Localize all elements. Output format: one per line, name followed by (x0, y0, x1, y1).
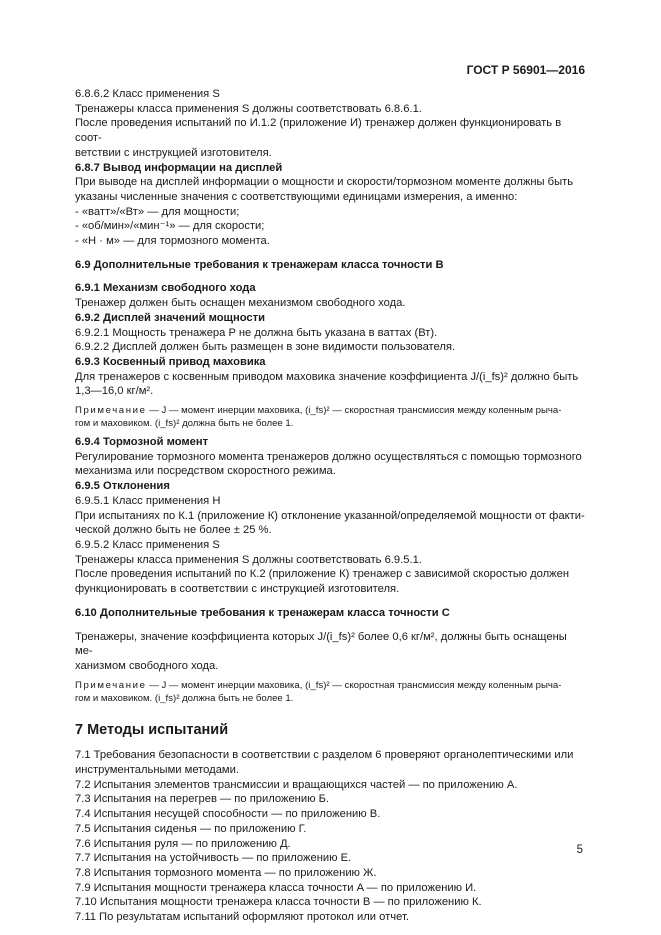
paragraph: При испытаниях по К.1 (приложение К) отклонение указанной/определяемой мощности от факти- (75, 509, 585, 522)
list-item: 7.10 Испытания мощности тренажера класса точности B — по приложению К. (75, 896, 482, 909)
paragraph: 6.9.2.1 Мощность тренажера P не должна быть указана в ваттах (Вт). (75, 326, 438, 339)
section-6-9-1-title: 6.9.1 Механизм свободного хода (75, 282, 256, 295)
paragraph: ческой должно быть не более ± 25 %. (75, 524, 272, 537)
paragraph: 7.1 Требования безопасности в соответствии с разделом 6 проверяют органолептическими или (75, 749, 574, 762)
section-6-8-6-2-title: 6.8.6.2 Класс применения S (75, 88, 220, 100)
paragraph: При выводе на дисплей информации о мощности и скорости/тормозном моменте должны быть (75, 176, 574, 189)
list-item: 7.6 Испытания руля — по приложению Д. (75, 837, 291, 850)
list-item: 7.11 По результатам испытаний оформляют протокол или отчет. (75, 911, 409, 924)
paragraph: Тренажер должен быть оснащен механизмом свободного хода. (75, 297, 406, 310)
list-item: 7.2 Испытания элементов трансмиссии и вращающихся частей — по приложению А. (75, 778, 518, 791)
paragraph: инструментальными методами. (75, 764, 239, 777)
list-item: - «об/мин»/«мин⁻¹» — для скорости; (75, 220, 265, 233)
section-6-9-5-title: 6.9.5 Отклонения (75, 480, 170, 493)
paragraph: После проведения испытаний по И.1.2 (приложение И) тренажер должен функционировать в соот- (75, 117, 562, 145)
list-item: - «Н · м» — для тормозного момента. (75, 235, 270, 248)
page-content (75, 87, 586, 925)
section-6-10-title: 6.10 Дополнительные требования к тренажерам класса точности C (75, 606, 450, 619)
note-label: Примечание (75, 679, 147, 691)
paragraph: Тренажеры класса применения S должны соответствовать 6.9.5.1. (75, 553, 422, 566)
paragraph: Регулирование тормозного момента тренажеров должно осуществляться с помощью тормозного (75, 450, 582, 463)
paragraph: указаны численные значения с соответствующими единицами измерения, а именно: (75, 190, 518, 203)
note-label: Примечание (75, 405, 147, 417)
list-item: 7.3 Испытания на перегрев — по приложению Б. (75, 793, 330, 806)
section-6-9-3-title: 6.9.3 Косвенный привод маховика (75, 355, 266, 368)
list-item: - «ватт»/«Вт» — для мощности; (75, 205, 240, 218)
note (75, 404, 586, 430)
list-item: 7.7 Испытания на устойчивость — по приложению Е. (75, 852, 352, 865)
list-item: 7.8 Испытания тормозного момента — по приложению Ж. (75, 866, 377, 879)
paragraph: ветствии с инструкцией изготовителя. (75, 146, 272, 159)
list-item: 7.4 Испытания несущей способности — по приложению В. (75, 808, 381, 821)
note-text: — J — момент инерции маховика, (i_fs)² — скоростная трансмиссия между коленным рыча- (149, 679, 562, 691)
paragraph: После проведения испытаний по К.2 (приложение К) тренажер с зависимой скоростью должен (75, 568, 570, 581)
section-7-title: 7 Методы испытаний (75, 721, 229, 738)
paragraph: 6.9.2.2 Дисплей должен быть размещен в зоне видимости пользователя. (75, 341, 456, 354)
paragraph: 1,3—16,0 кг/м². (75, 385, 154, 398)
list-item: 7.5 Испытания сиденья — по приложению Г. (75, 822, 307, 835)
page-number: 5 (576, 844, 583, 856)
paragraph: 6.9.5.1 Класс применения H (75, 494, 221, 507)
list-item: 7.9 Испытания мощности тренажера класса точности A — по приложению И. (75, 881, 477, 894)
note-text: — J — момент инерции маховика, (i_fs)² — скоростная трансмиссия между коленным рыча- (149, 405, 562, 417)
paragraph: Для тренажеров с косвенным приводом маховика значение коэффициента J/(i_fs)² должно быть (75, 370, 579, 383)
section-6-9-title: 6.9 Дополнительные требования к тренажерам класса точности B (75, 258, 444, 271)
paragraph: ханизмом свободного хода. (75, 659, 219, 672)
section-6-9-2-title: 6.9.2 Дисплей значений мощности (75, 311, 266, 324)
paragraph: 6.9.5.2 Класс применения S (75, 538, 220, 551)
note-text: гом и маховиком. (i_fs)² должна быть не более 1. (75, 418, 294, 430)
section-6-8-7-title: 6.8.7 Вывод информации на дисплей (75, 161, 283, 174)
note (75, 679, 586, 705)
paragraph: механизма или посредством скоростного режима. (75, 465, 336, 478)
paragraph: Тренажеры класса применения S должны соответствовать 6.8.6.1. (75, 102, 422, 115)
note-text: гом и маховиком. (i_fs)² должна быть не более 1. (75, 692, 294, 704)
section-6-9-4-title: 6.9.4 Тормозной момент (75, 436, 209, 449)
paragraph: Тренажеры, значение коэффициента которых J/(i_fs)² более 0,6 кг/м², должны быть оснащены ме- (75, 630, 567, 658)
paragraph: функционировать в соответствии с инструкцией изготовителя. (75, 583, 400, 596)
standard-header: ГОСТ Р 56901—2016 (466, 63, 585, 77)
